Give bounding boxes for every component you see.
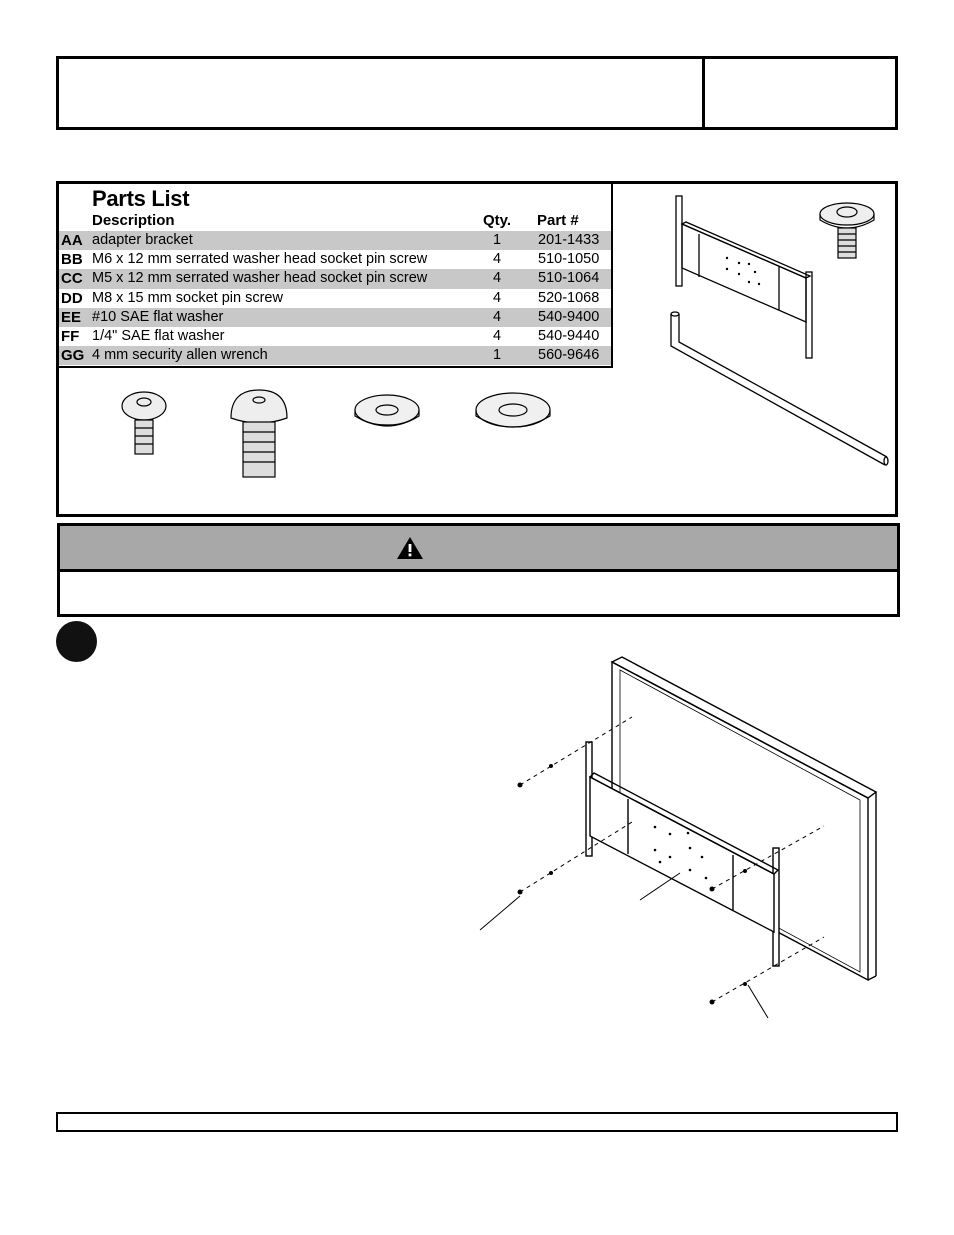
part-qty: 4 bbox=[493, 270, 502, 287]
part-number: 520-1068 bbox=[538, 289, 600, 306]
part-number: 510-1064 bbox=[538, 270, 600, 287]
part-number: 540-9400 bbox=[538, 308, 600, 325]
part-description: adapter bracket bbox=[92, 232, 193, 248]
part-code: AA bbox=[61, 232, 83, 249]
column-header-qty: Qty. bbox=[483, 212, 512, 229]
column-header-description: Description bbox=[92, 212, 175, 229]
part-number: 510-1050 bbox=[538, 251, 600, 268]
part-code: EE bbox=[61, 308, 82, 326]
part-qty: 1 bbox=[493, 232, 502, 248]
part-qty: 1 bbox=[493, 347, 502, 364]
part-code: BB bbox=[61, 251, 83, 269]
part-description: M5 x 12 mm serrated washer head socket pin screw bbox=[92, 270, 428, 287]
part-number: 540-9440 bbox=[538, 327, 600, 344]
part-code: CC bbox=[61, 270, 83, 288]
part-code: DD bbox=[61, 289, 83, 307]
part-qty: 4 bbox=[493, 251, 502, 268]
part-code: FF bbox=[61, 327, 80, 345]
part-qty: 4 bbox=[493, 327, 502, 344]
part-code: GG bbox=[61, 347, 85, 365]
part-qty: 4 bbox=[493, 308, 502, 325]
part-qty: 4 bbox=[493, 289, 502, 306]
parts-list-title: Parts List bbox=[92, 186, 190, 211]
part-description: 1/4" SAE flat washer bbox=[92, 327, 225, 344]
footer-box bbox=[56, 1112, 898, 1132]
part-number: 560-9646 bbox=[538, 347, 600, 364]
part-description: 4 mm security allen wrench bbox=[92, 347, 268, 364]
column-header-part: Part # bbox=[537, 212, 579, 229]
part-description: M8 x 15 mm socket pin screw bbox=[92, 289, 283, 306]
part-description: M6 x 12 mm serrated washer head socket pin screw bbox=[92, 251, 428, 268]
part-number: 201-1433 bbox=[538, 232, 600, 248]
part-description: #10 SAE flat washer bbox=[92, 308, 224, 325]
